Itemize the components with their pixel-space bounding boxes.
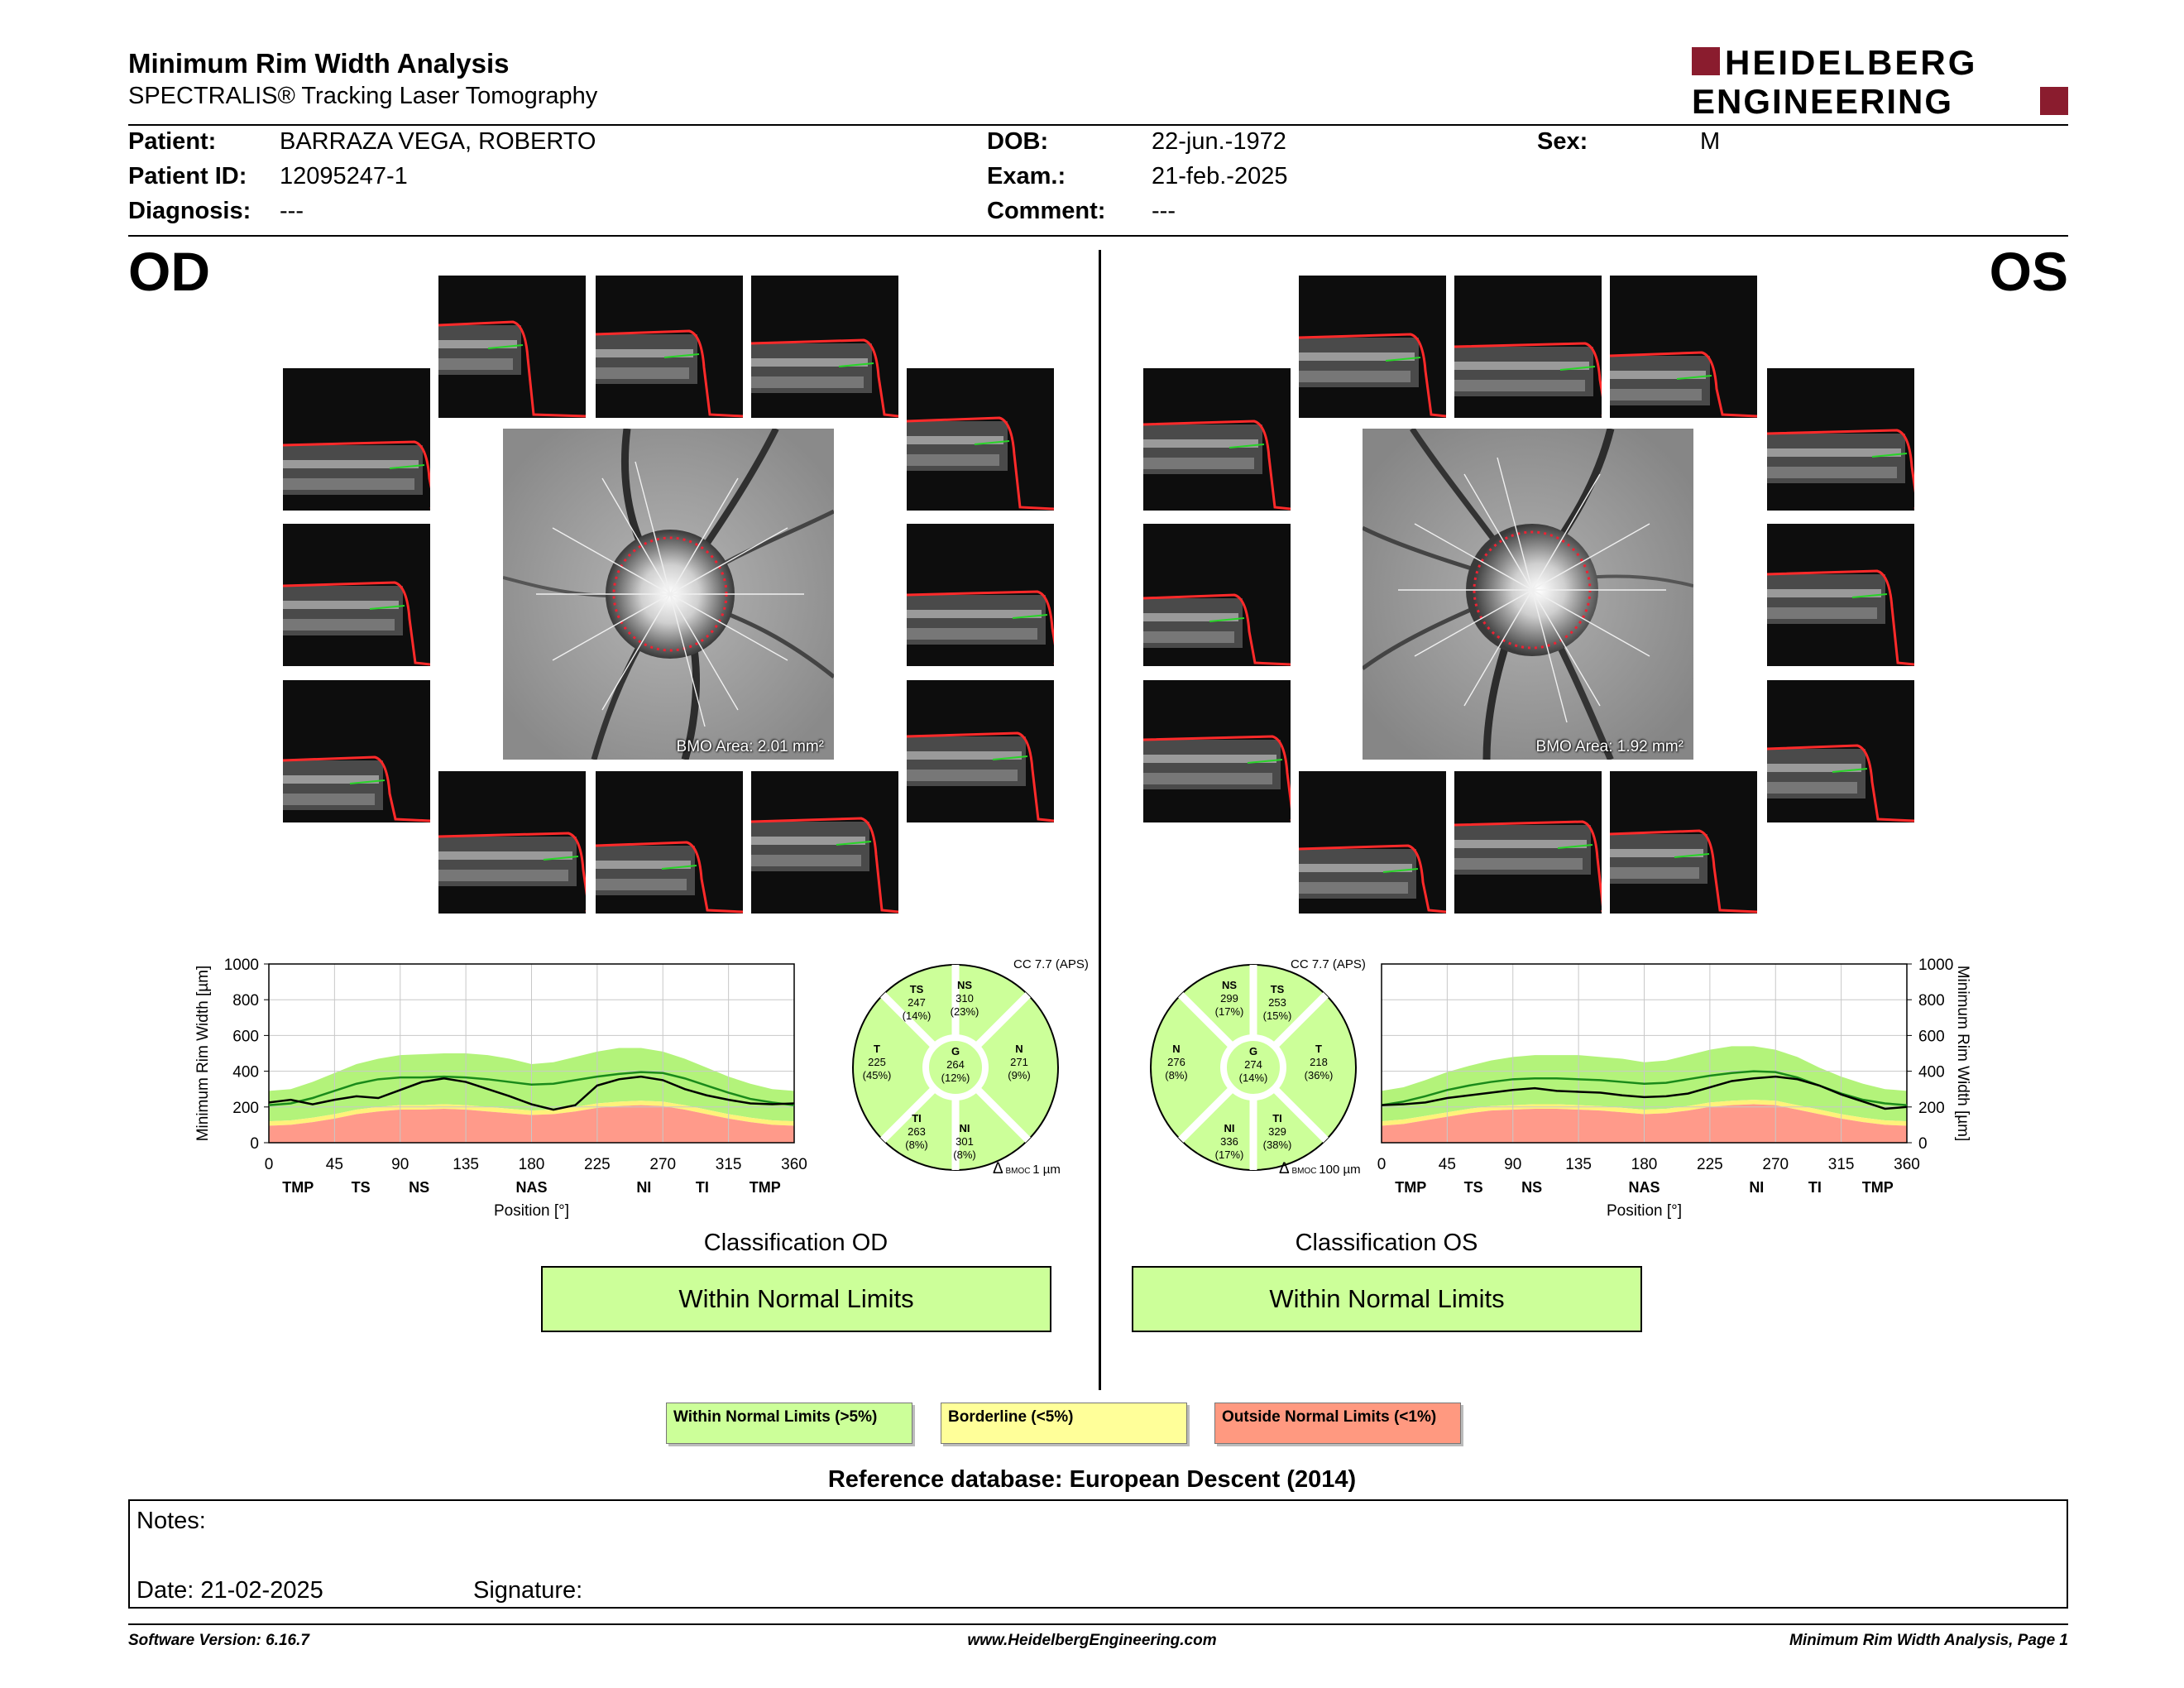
os-oct-scan bbox=[1454, 771, 1602, 914]
choroid-layer bbox=[1454, 380, 1585, 391]
sector-value: 218 bbox=[1310, 1056, 1328, 1068]
os-oct-scan-drawing bbox=[1143, 680, 1291, 822]
sector-name: NI bbox=[959, 1122, 970, 1134]
logo-text-bottom: ENGINEERING bbox=[1692, 82, 1954, 118]
os-oct-scan bbox=[1610, 276, 1757, 418]
x-tick-label: 135 bbox=[1565, 1156, 1592, 1173]
os-label: OS bbox=[1989, 241, 2068, 302]
exam-label: Exam.: bbox=[987, 163, 1066, 189]
delta-symbol: Δ bbox=[993, 1160, 1003, 1177]
sector-percent: (8%) bbox=[953, 1149, 976, 1161]
sector-value: 253 bbox=[1268, 996, 1286, 1009]
sector-value: 263 bbox=[908, 1125, 926, 1138]
sector-value: 329 bbox=[1268, 1125, 1286, 1138]
os-fundus-drawing bbox=[1363, 429, 1693, 760]
sector-value: 271 bbox=[1010, 1056, 1028, 1068]
od-oct-scan-drawing bbox=[907, 368, 1054, 511]
sector-name: TS bbox=[1270, 983, 1285, 995]
x-tick-label: 0 bbox=[264, 1156, 274, 1173]
x-tick-label: 360 bbox=[781, 1156, 807, 1173]
y-tick-label: 1000 bbox=[1918, 957, 1954, 974]
od-oct-scan bbox=[907, 524, 1054, 666]
od-bmo-area: BMO Area: 2.01 mm² bbox=[676, 738, 824, 755]
comment-label: Comment: bbox=[987, 198, 1106, 224]
choroid-layer bbox=[1610, 867, 1699, 879]
os-oct-scan bbox=[1299, 276, 1446, 418]
od-label: OD bbox=[128, 241, 210, 302]
x-tick-label: 45 bbox=[325, 1156, 343, 1173]
x-tick-label: 45 bbox=[1438, 1156, 1456, 1173]
sector-percent: (14%) bbox=[1238, 1072, 1268, 1084]
choroid-layer bbox=[438, 870, 568, 881]
choroid-layer bbox=[1767, 607, 1877, 619]
sector-axis-label: NAS bbox=[515, 1179, 548, 1196]
od-oct-scan bbox=[596, 276, 743, 418]
sector-percent: (17%) bbox=[1214, 1149, 1244, 1161]
sector-name: T bbox=[874, 1043, 880, 1055]
website[interactable]: www.HeidelbergEngineering.com bbox=[967, 1632, 1217, 1649]
os-oct-scan bbox=[1454, 276, 1602, 418]
x-tick-label: 270 bbox=[1762, 1156, 1789, 1173]
footer-rule bbox=[128, 1623, 2068, 1625]
y-tick-label: 1000 bbox=[223, 957, 259, 974]
od-delta-bmoc bbox=[993, 1160, 1061, 1178]
y-tick-label: 600 bbox=[232, 1028, 259, 1046]
od-oct-scan bbox=[283, 368, 430, 511]
sector-axis-label: NS bbox=[1521, 1179, 1543, 1196]
os-oct-scan-drawing bbox=[1299, 771, 1446, 914]
os-oct-scan bbox=[1143, 524, 1291, 666]
y-axis-label: Minimum Rim Width [µm] bbox=[194, 965, 212, 1142]
sector-name: NS bbox=[1221, 979, 1238, 991]
x-tick-label: 315 bbox=[1827, 1156, 1855, 1173]
y-tick-label: 200 bbox=[232, 1099, 259, 1117]
delta-bmoc-subscript: BMOC bbox=[1003, 1167, 1033, 1176]
sector-value: 301 bbox=[956, 1135, 974, 1148]
y-tick-label: 600 bbox=[1918, 1028, 1945, 1046]
sector-name: G bbox=[1248, 1045, 1258, 1057]
sector-value: 225 bbox=[868, 1056, 886, 1068]
sector-name: N bbox=[1172, 1043, 1181, 1055]
os-oct-scan-drawing bbox=[1299, 276, 1446, 418]
y-tick-label: 400 bbox=[232, 1063, 259, 1081]
os-mrw-chart bbox=[1365, 947, 2002, 1229]
x-tick-label: 90 bbox=[391, 1156, 410, 1173]
sector-axis-label: TS bbox=[1463, 1179, 1483, 1196]
os-oct-scan bbox=[1143, 368, 1291, 511]
x-tick-label: 225 bbox=[1697, 1156, 1723, 1173]
sector-percent: (9%) bbox=[1008, 1069, 1031, 1081]
od-oct-scan-drawing bbox=[283, 368, 430, 511]
sex-value: M bbox=[1700, 128, 1721, 155]
choroid-layer bbox=[1143, 458, 1254, 469]
od-classification-result: Within Normal Limits bbox=[541, 1266, 1051, 1332]
y-axis-label: Minimum Rim Width [µm] bbox=[1954, 965, 1971, 1142]
sector-axis-label: TI bbox=[695, 1179, 709, 1196]
os-oct-scan-drawing bbox=[1610, 771, 1757, 914]
header-rule bbox=[128, 124, 2068, 126]
sector-name: TS bbox=[909, 983, 924, 995]
choroid-layer bbox=[1454, 858, 1583, 870]
choroid-layer bbox=[596, 879, 687, 890]
od-oct-scan bbox=[438, 771, 586, 914]
sector-percent: (17%) bbox=[1214, 1005, 1244, 1018]
report-title: Minimum Rim Width Analysis bbox=[128, 48, 510, 79]
sector-name: NI bbox=[1224, 1122, 1235, 1134]
os-oct-scan-drawing bbox=[1143, 368, 1291, 511]
diagnosis-label: Diagnosis: bbox=[128, 198, 251, 224]
choroid-layer bbox=[1767, 782, 1857, 794]
delta-bmoc-subscript: BMOC bbox=[1289, 1167, 1320, 1176]
os-classification-title: Classification OS bbox=[1295, 1230, 1478, 1256]
os-oct-scan-drawing bbox=[1454, 771, 1602, 914]
delta-value: 100 µm bbox=[1319, 1163, 1361, 1177]
choroid-layer bbox=[283, 619, 395, 631]
os-oct-scan bbox=[1143, 680, 1291, 822]
reference-database: Reference database: European Descent (2014) bbox=[827, 1466, 1357, 1493]
sector-value: 247 bbox=[908, 996, 926, 1009]
sector-axis-label: TS bbox=[351, 1179, 371, 1196]
os-bmo-area: BMO Area: 1.92 mm² bbox=[1535, 738, 1684, 755]
os-fundus-image bbox=[1363, 429, 1693, 760]
x-tick-label: 180 bbox=[1631, 1156, 1658, 1173]
sector-axis-label: NS bbox=[409, 1179, 430, 1196]
x-axis-label: Position [°] bbox=[1606, 1202, 1683, 1220]
od-fundus-drawing bbox=[503, 429, 834, 760]
logo-square-bottom bbox=[2040, 87, 2068, 115]
choroid-layer bbox=[1610, 389, 1702, 400]
os-oct-scan bbox=[1767, 368, 1914, 511]
x-tick-label: 0 bbox=[1377, 1156, 1387, 1173]
comment-value: --- bbox=[1152, 198, 1176, 224]
sector-value: 264 bbox=[946, 1058, 965, 1071]
od-oct-scan-drawing bbox=[596, 276, 743, 418]
od-oct-scan bbox=[283, 524, 430, 666]
od-oct-scan bbox=[283, 680, 430, 822]
choroid-layer bbox=[907, 454, 999, 466]
od-oct-scan-drawing bbox=[596, 771, 743, 914]
x-tick-label: 90 bbox=[1504, 1156, 1522, 1173]
date-label: Date: 21-02-2025 bbox=[136, 1577, 323, 1604]
sector-percent: (36%) bbox=[1304, 1069, 1334, 1081]
sex-label: Sex: bbox=[1537, 128, 1588, 155]
sector-percent: (23%) bbox=[950, 1005, 979, 1018]
choroid-layer bbox=[751, 855, 861, 866]
od-sector-chart bbox=[836, 947, 1075, 1187]
choroid-layer bbox=[283, 478, 414, 490]
exam-value: 21-feb.-2025 bbox=[1152, 163, 1288, 189]
sector-axis-label: NAS bbox=[1628, 1179, 1660, 1196]
notes-box[interactable] bbox=[128, 1499, 2068, 1609]
sector-axis-label: TMP bbox=[282, 1179, 314, 1196]
od-oct-scan bbox=[751, 276, 898, 418]
delta-symbol: Δ bbox=[1279, 1160, 1290, 1177]
software-version: Software Version: 6.16.7 bbox=[128, 1632, 309, 1649]
os-oct-scan-drawing bbox=[1767, 680, 1914, 822]
sector-name: G bbox=[951, 1045, 960, 1057]
od-oct-scan-drawing bbox=[283, 680, 430, 822]
os-oct-scan-drawing bbox=[1454, 276, 1602, 418]
od-oct-scan bbox=[438, 276, 586, 418]
sector-percent: (15%) bbox=[1262, 1009, 1292, 1022]
choroid-layer bbox=[751, 376, 864, 388]
x-tick-label: 225 bbox=[584, 1156, 611, 1173]
sector-axis-label: TI bbox=[1808, 1179, 1822, 1196]
y-tick-label: 0 bbox=[250, 1135, 259, 1153]
od-oct-scan-drawing bbox=[751, 276, 898, 418]
patient-id-label: Patient ID: bbox=[128, 163, 247, 189]
os-oct-scan-drawing bbox=[1610, 276, 1757, 418]
od-mrw-chart bbox=[194, 947, 831, 1229]
delta-value: 1 µm bbox=[1032, 1163, 1061, 1177]
os-oct-scan bbox=[1610, 771, 1757, 914]
y-tick-label: 400 bbox=[1918, 1063, 1945, 1081]
os-cc-label: CC 7.7 (APS) bbox=[1291, 957, 1366, 971]
sector-name: N bbox=[1015, 1043, 1023, 1055]
notes-label: Notes: bbox=[136, 1508, 206, 1534]
sector-percent: (8%) bbox=[905, 1139, 928, 1151]
sector-name: TI bbox=[1272, 1112, 1282, 1125]
y-tick-label: 200 bbox=[1918, 1099, 1945, 1117]
sector-percent: (8%) bbox=[1165, 1069, 1188, 1081]
x-tick-label: 180 bbox=[518, 1156, 545, 1173]
od-fundus-image bbox=[503, 429, 834, 760]
patient-label: Patient: bbox=[128, 128, 217, 155]
sector-name: NS bbox=[956, 979, 973, 991]
os-oct-scan-drawing bbox=[1767, 524, 1914, 666]
x-tick-label: 360 bbox=[1894, 1156, 1920, 1173]
legend-borderline: Borderline (<5%) bbox=[941, 1403, 1187, 1444]
sector-percent: (14%) bbox=[902, 1009, 932, 1022]
patient-name: BARRAZA VEGA, ROBERTO bbox=[280, 128, 596, 155]
sector-value: 276 bbox=[1167, 1056, 1185, 1068]
x-tick-label: 315 bbox=[715, 1156, 742, 1173]
od-oct-scan bbox=[751, 771, 898, 914]
os-delta-bmoc bbox=[1279, 1160, 1361, 1178]
sector-axis-label: NI bbox=[636, 1179, 652, 1196]
sector-value: 299 bbox=[1220, 992, 1238, 1005]
od-oct-scan-drawing bbox=[438, 771, 586, 914]
patient-rule bbox=[128, 235, 2068, 237]
choroid-layer bbox=[1143, 631, 1234, 643]
sector-value: 336 bbox=[1220, 1135, 1238, 1148]
x-tick-label: 135 bbox=[453, 1156, 479, 1173]
dob-value: 22-jun.-1972 bbox=[1152, 128, 1286, 155]
os-classification-result: Within Normal Limits bbox=[1132, 1266, 1642, 1332]
os-oct-scan-drawing bbox=[1143, 524, 1291, 666]
choroid-layer bbox=[1299, 371, 1410, 382]
sector-name: TI bbox=[912, 1112, 922, 1125]
y-tick-label: 800 bbox=[232, 992, 259, 1010]
legend-normal: Within Normal Limits (>5%) bbox=[666, 1403, 912, 1444]
os-oct-scan bbox=[1299, 771, 1446, 914]
sector-value: 274 bbox=[1244, 1058, 1262, 1071]
od-oct-scan-drawing bbox=[907, 680, 1054, 822]
page-label: Minimum Rim Width Analysis, Page 1 bbox=[1789, 1632, 2068, 1649]
logo-square-top bbox=[1692, 47, 1720, 75]
choroid-layer bbox=[1299, 882, 1408, 894]
y-tick-label: 0 bbox=[1918, 1135, 1928, 1153]
diagnosis-value: --- bbox=[280, 198, 304, 224]
os-oct-scan-drawing bbox=[1767, 368, 1914, 511]
legend-outside: Outside Normal Limits (<1%) bbox=[1214, 1403, 1461, 1444]
choroid-layer bbox=[1143, 773, 1272, 784]
x-tick-label: 270 bbox=[649, 1156, 677, 1173]
choroid-layer bbox=[596, 367, 689, 379]
signature-label: Signature: bbox=[473, 1577, 583, 1604]
x-axis-label: Position [°] bbox=[493, 1202, 570, 1220]
y-tick-label: 800 bbox=[1918, 992, 1945, 1010]
od-classification-title: Classification OD bbox=[703, 1230, 888, 1256]
sector-value: 310 bbox=[956, 992, 974, 1005]
od-oct-scan bbox=[907, 368, 1054, 511]
choroid-layer bbox=[283, 794, 375, 805]
logo-text-top: HEIDELBERG bbox=[1725, 46, 1978, 82]
heidelberg-logo bbox=[1692, 46, 2068, 118]
report-subtitle: SPECTRALIS® Tracking Laser Tomography bbox=[128, 83, 598, 109]
os-oct-scan bbox=[1767, 680, 1914, 822]
sector-axis-label: TMP bbox=[1861, 1179, 1894, 1196]
os-sector-chart bbox=[1133, 947, 1373, 1187]
od-oct-scan bbox=[907, 680, 1054, 822]
od-oct-scan-drawing bbox=[438, 276, 586, 418]
choroid-layer bbox=[1767, 467, 1897, 478]
sector-axis-label: NI bbox=[1749, 1179, 1765, 1196]
od-oct-scan-drawing bbox=[751, 771, 898, 914]
patient-id: 12095247-1 bbox=[280, 163, 408, 189]
od-oct-scan-drawing bbox=[907, 524, 1054, 666]
sector-name: T bbox=[1315, 1043, 1322, 1055]
od-oct-scan bbox=[596, 771, 743, 914]
os-oct-scan bbox=[1767, 524, 1914, 666]
sector-axis-label: TMP bbox=[749, 1179, 781, 1196]
sector-percent: (45%) bbox=[862, 1069, 892, 1081]
od-oct-scan-drawing bbox=[283, 524, 430, 666]
od-cc-label: CC 7.7 (APS) bbox=[1013, 957, 1089, 971]
sector-percent: (12%) bbox=[941, 1072, 970, 1084]
sector-axis-label: TMP bbox=[1395, 1179, 1427, 1196]
eye-divider bbox=[1099, 250, 1101, 1390]
choroid-layer bbox=[907, 770, 1018, 781]
dob-label: DOB: bbox=[987, 128, 1049, 155]
choroid-layer bbox=[438, 358, 513, 370]
sector-percent: (38%) bbox=[1262, 1139, 1292, 1151]
choroid-layer bbox=[907, 628, 1037, 640]
